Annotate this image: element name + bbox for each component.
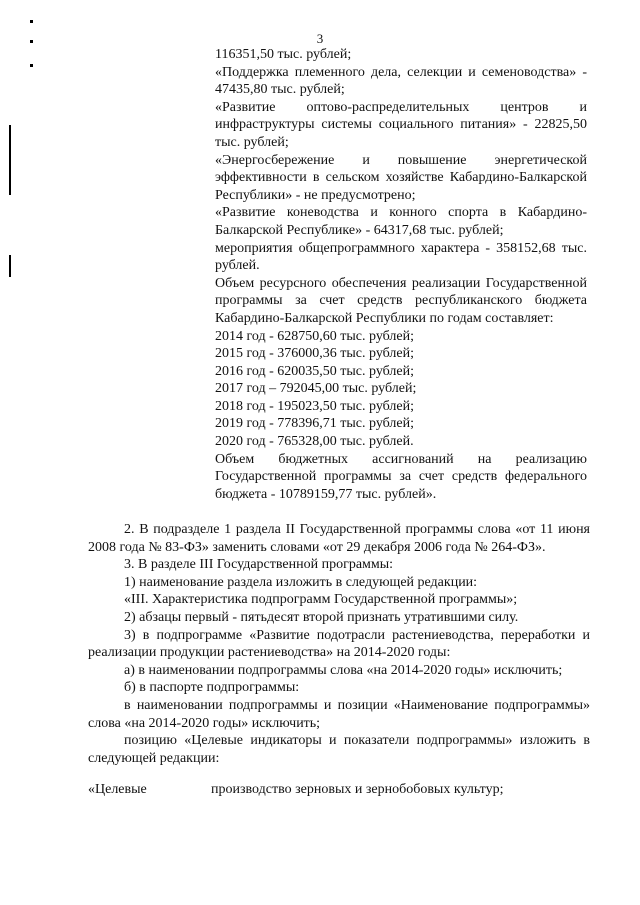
funding-line: 2016 год - 620035,50 тыс. рублей; (215, 363, 415, 379)
page-number: 3 (316, 31, 324, 46)
funding-line: 2014 год - 628750,60 тыс. рублей; (215, 328, 415, 344)
funding-line: мероприятия общепрограммного характера - 358152,68 тыс. рублей. (215, 240, 587, 274)
funding-line: 2020 год - 765328,00 тыс. рублей. (215, 434, 414, 450)
amendment-paragraph: «III. Характеристика подпрограмм Государственной программы»; (124, 592, 518, 608)
funding-line: 2018 год - 195023,50 тыс. рублей; (215, 398, 415, 414)
amendment-paragraph: 3. В разделе III Государственной программы: (124, 557, 394, 573)
funding-line: Объем бюджетных ассигнований на реализацию Государственной программы за счет средств федерального бюджета - 10789159,77 тыс. рублей». (215, 451, 587, 502)
amendment-paragraph: а) в наименовании подпрограммы слова «на 2014-2020 годы» исключить; (124, 662, 563, 678)
goals-label: «Целевые (88, 782, 147, 798)
amendment-paragraph: 2. В подразделе 1 раздела II Государственной программы слова «от 11 июня 2008 года № 83-ФЗ» заменить словами «от 29 декабря 2006 года № 264-ФЗ». (88, 522, 590, 555)
amendments-body (88, 521, 590, 799)
funding-line: Объем ресурсного обеспечения реализации Государственной программы за счет средств республиканского бюджета Кабардино-Балкарской Республики по годам составляет: (215, 275, 587, 326)
amendment-paragraph: 3) в подпрограмме «Развитие подотрасли растениеводства, переработки и реализации продукции растениеводства» на 2014-2020 годы: (88, 627, 590, 661)
funding-block-top (215, 46, 587, 503)
amendment-paragraph: 2) абзацы первый - пятьдесят второй признать утратившими силу. (124, 609, 519, 625)
amendment-paragraph: позицию «Целевые индикаторы и показатели подпрограммы» изложить в следующей редакции: (88, 733, 590, 766)
funding-line: 2019 год - 778396,71 тыс. рублей; (215, 416, 415, 432)
goals-row (88, 781, 590, 799)
funding-line: «Поддержка племенного дела, селекции и семеноводства» - 47435,80 тыс. рублей; (215, 64, 587, 98)
amendment-paragraph: 1) наименование раздела изложить в следующей редакции: (124, 574, 478, 590)
funding-line: «Развитие коневодства и конного спорта в Кабардино-Балкарской Республике» - 64317,68 тыс. рублей; (215, 205, 587, 238)
funding-line: 2017 год – 792045,00 тыс. рублей; (215, 381, 417, 397)
scan-mark (30, 20, 33, 23)
funding-line: 2015 год - 376000,36 тыс. рублей; (215, 346, 415, 362)
amendment-paragraph: б) в паспорте подпрограммы: (124, 680, 300, 696)
scan-mark (30, 40, 33, 43)
scan-mark (9, 125, 11, 195)
scan-mark (30, 64, 33, 67)
funding-line: «Энергосбережение и повышение энергетической эффективности в сельском хозяйстве Кабардино-Балкарской Республики» - не предусмотрено; (215, 152, 587, 203)
funding-line: «Развитие оптово-распределительных центров и инфраструктуры системы социального питания» - 22825,50 тыс. рублей; (215, 99, 587, 150)
goals-text: производство зерновых и зернобобовых культур; (211, 782, 504, 798)
scan-mark (9, 255, 11, 277)
amendment-paragraph: в наименовании подпрограммы и позиции «Наименование подпрограммы» слова «на 2014-2020 годы» исключить; (88, 697, 590, 731)
funding-line: 116351,50 тыс. рублей; (215, 47, 352, 62)
